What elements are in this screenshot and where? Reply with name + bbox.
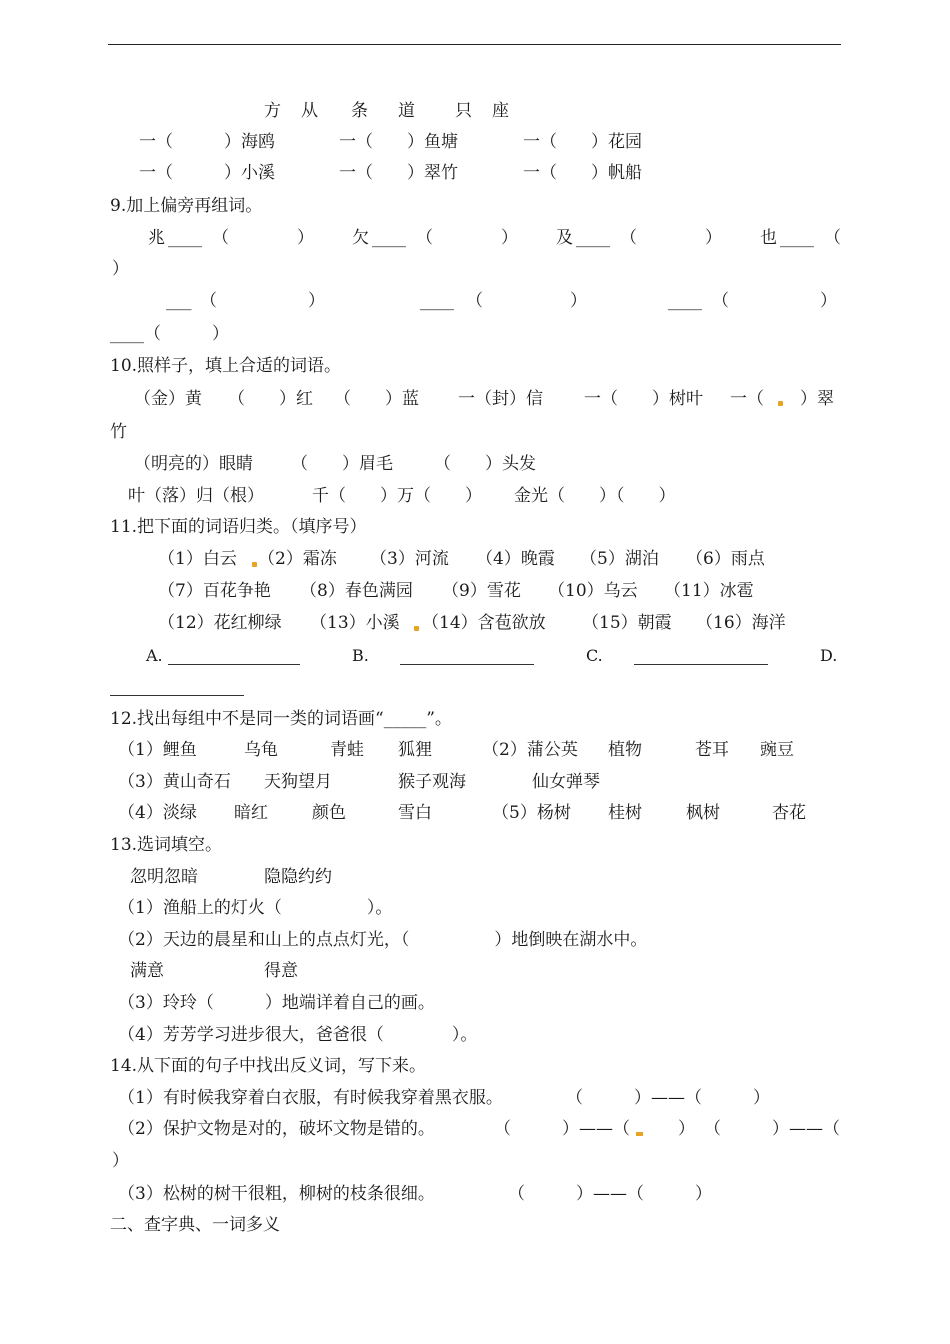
word-item: （16）海洋 (696, 613, 786, 633)
answer-blank: ___ (166, 291, 192, 311)
word-item: （15）朝霞 (582, 613, 672, 633)
sentence: （2）保护文物是对的，破坏文物是错的。 (118, 1119, 435, 1139)
word-item: 雪白 (398, 803, 432, 823)
measure-item: 一（ ）帆船 (523, 163, 642, 183)
answer-paren-close: ） (112, 259, 129, 279)
word-item: （2）霜冻 (258, 549, 337, 569)
word-item: 桂树 (608, 803, 642, 823)
measure-item: 一（ ）鱼塘 (339, 132, 458, 152)
antonym-answer: ） (678, 1119, 695, 1139)
fill-item: 一（ ）树叶 (584, 389, 703, 409)
measure-item: 一（ ）小溪 (139, 163, 275, 183)
category-blank[interactable] (634, 664, 768, 665)
word-item: 仙女弹琴 (532, 772, 600, 792)
word-item: 乌龟 (244, 740, 278, 760)
answer-paren-open: （ (824, 228, 841, 248)
word-bank-item: 条 (351, 101, 368, 121)
fill-item: 一（ (730, 389, 764, 409)
measure-item: 一（ ）翠竹 (339, 163, 458, 183)
word-item: （4）淡绿 (118, 803, 197, 823)
answer-paren-open: （ (466, 291, 483, 311)
answer-blank: ____ (420, 291, 454, 311)
word-item: （9）雪花 (442, 581, 521, 601)
answer-paren: （ ） (212, 228, 314, 248)
fill-item: （ ）头发 (434, 454, 536, 474)
word-item: 颜色 (312, 803, 346, 823)
fill-item-wrap: 竹 (110, 422, 127, 442)
radical-char: 及 (556, 228, 573, 248)
answer-paren: （ ） (416, 228, 518, 248)
highlight-mark (778, 401, 783, 406)
radical-char: 也 (760, 228, 777, 248)
section-heading: 二、查字典、一词多义 (110, 1215, 280, 1235)
word-item: 青蛙 (330, 740, 364, 760)
word-item: 豌豆 (760, 740, 794, 760)
word-item: （11）冰雹 (664, 581, 754, 601)
word-bank-item: 道 (398, 101, 415, 121)
example-item: （金）黄 (134, 389, 202, 409)
answer-paren-close: ） (820, 291, 837, 311)
antonym-answer: （ ）——（ ） (508, 1184, 712, 1204)
word-item: 暗红 (234, 803, 268, 823)
antonym-answer: （ ）——（ ） (566, 1088, 770, 1108)
example-item: 一（封）信 (458, 389, 543, 409)
word-item: （7）百花争艳 (158, 581, 271, 601)
category-label: C. (586, 646, 603, 665)
measure-item: 一（ ）花园 (523, 132, 642, 152)
category-blank[interactable] (400, 664, 534, 665)
fill-item: （ ）眉毛 (291, 454, 393, 474)
category-label: B. (352, 646, 369, 665)
word-item: （12）花红柳绿 (158, 613, 282, 633)
fill-item: （ ）蓝 (334, 389, 419, 409)
word-item: （3）黄山奇石 (118, 772, 231, 792)
word-item: （3）河流 (370, 549, 449, 569)
category-label: A. (146, 646, 163, 665)
answer-blank: ____（ ） (110, 324, 229, 344)
word-item: （5）杨树 (492, 803, 571, 823)
category-blank[interactable] (168, 664, 300, 665)
fill-item: 金光（ ）（ ） (514, 486, 676, 506)
answer-blank: ____ (668, 291, 702, 311)
word-item: （1）白云 (158, 549, 237, 569)
word-bank-item: 只 (455, 101, 472, 121)
word-item: （1）鲤鱼 (118, 740, 197, 760)
sentence: （2）天边的晨星和山上的点点灯光，（ ）地倒映在湖水中。 (118, 930, 648, 950)
answer-blank: ____ (168, 228, 202, 248)
question-title: 12.找出每组中不是同一类的词语画“_____”。 (110, 709, 452, 729)
word-item: 植物 (608, 740, 642, 760)
question-title: 9.加上偏旁再组词。 (110, 196, 263, 216)
category-label: D. (820, 646, 838, 665)
fill-item: 千（ ）万（ ） (312, 486, 482, 506)
category-blank[interactable] (110, 695, 244, 696)
word-item: 枫树 (686, 803, 720, 823)
header-rule (108, 44, 841, 45)
word-choice: 得意 (264, 961, 298, 981)
answer-paren-open: （ (712, 291, 729, 311)
word-item: （14）含苞欲放 (422, 613, 546, 633)
highlight-mark (636, 1132, 643, 1136)
word-item: 苍耳 (695, 740, 729, 760)
word-item: 天狗望月 (264, 772, 332, 792)
word-bank-item: 方 (264, 101, 281, 121)
highlight-mark (252, 562, 257, 567)
word-choice: 满意 (130, 961, 164, 981)
word-choice: 忽明忽暗 (130, 867, 198, 887)
answer-blank: ____ (780, 228, 814, 248)
radical-char: 欠 (352, 228, 369, 248)
word-bank-item: 座 (492, 101, 509, 121)
word-item: （8）春色满园 (300, 581, 413, 601)
word-item: 狐狸 (398, 740, 432, 760)
answer-paren-close: ） (308, 291, 325, 311)
question-title: 13.选词填空。 (110, 835, 223, 855)
word-item: 杏花 (772, 803, 806, 823)
word-bank-item: 从 (301, 101, 318, 121)
question-title: 10.照样子，填上合适的词语。 (110, 356, 342, 376)
answer-blank: ____ (576, 228, 610, 248)
question-title: 14.从下面的句子中找出反义词，写下来。 (110, 1056, 427, 1076)
example-item: 叶（落）归（根） (128, 486, 264, 506)
fill-item: （ ）红 (228, 389, 313, 409)
sentence: （1）有时候我穿着白衣服，有时候我穿着黑衣服。 (118, 1088, 503, 1108)
answer-paren-open: （ (200, 291, 217, 311)
fill-item: ）翠 (800, 389, 834, 409)
answer-blank: ____ (372, 228, 406, 248)
antonym-answer-wrap: ） (112, 1151, 129, 1171)
word-item: （2）蒲公英 (482, 740, 578, 760)
word-item: 猴子观海 (398, 772, 466, 792)
measure-item: 一（ ）海鸥 (139, 132, 275, 152)
word-item: （10）乌云 (548, 581, 638, 601)
sentence: （4）芳芳学习进步很大，爸爸很（ ）。 (118, 1025, 478, 1045)
highlight-mark (414, 626, 419, 631)
word-item: （4）晚霞 (476, 549, 555, 569)
antonym-answer: （ ）——（ (494, 1119, 630, 1139)
example-item: （明亮的）眼睛 (134, 454, 253, 474)
sentence: （3）松树的树干很粗，柳树的枝条很细。 (118, 1184, 435, 1204)
question-title: 11.把下面的词语归类。（填序号） (110, 517, 367, 537)
word-item: （5）湖泊 (580, 549, 659, 569)
sentence: （3）玲玲（ ）地端详着自己的画。 (118, 993, 435, 1013)
word-item: （13）小溪 (310, 613, 400, 633)
answer-paren: （ ） (620, 228, 722, 248)
answer-paren-close: ） (570, 291, 587, 311)
radical-char: 兆 (148, 228, 165, 248)
sentence: （1）渔船上的灯火（ ）。 (118, 898, 393, 918)
antonym-answer: （ ）——（ (704, 1119, 840, 1139)
word-choice: 隐隐约约 (264, 867, 332, 887)
word-item: （6）雨点 (686, 549, 765, 569)
